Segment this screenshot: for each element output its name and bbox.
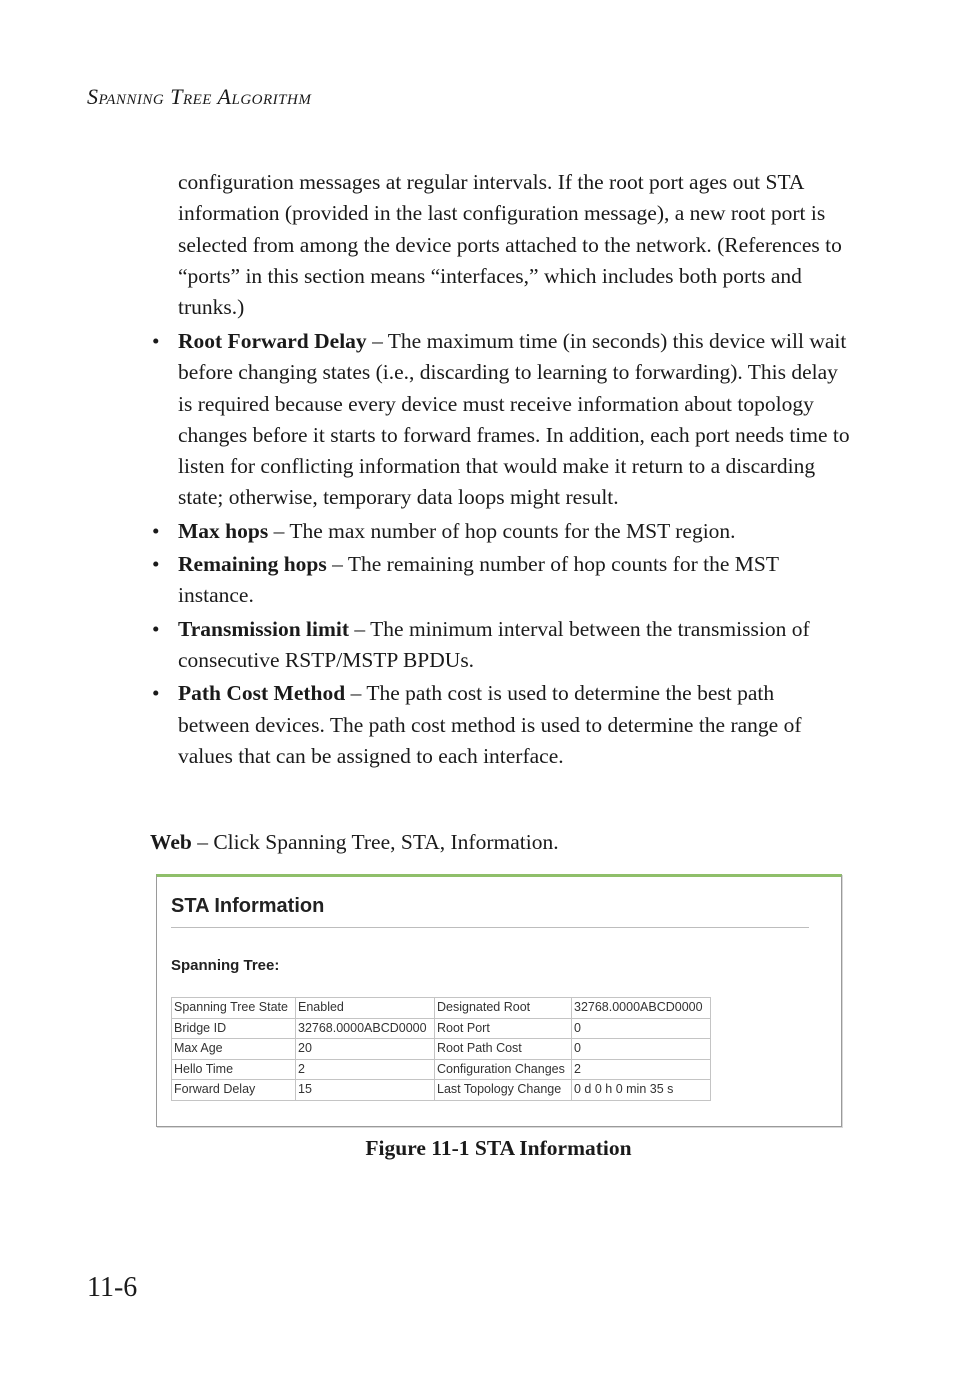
page-number: 11-6 [87, 1272, 138, 1303]
table-cell: 0 [572, 1039, 711, 1060]
bullet-text: – The maximum time (in seconds) this device will wait before changing states (i.e., discarding to learning to forwarding). This delay is required because every device must receive information about topology changes before it starts to forward frames. In addition, each port needs time to listen for conflicting information that would make it return to a discarding state; otherwise, temporary data loops might result. [178, 329, 850, 510]
intro-paragraph: configuration messages at regular intervals. If the root port ages out STA information (provided in the last configuration message), a new root port is selected from among the device ports attached to the network. (References to “ports” in this section means “interfaces,” which includes both ports and trunks.) [178, 170, 842, 320]
bullet-term: Transmission limit [178, 616, 350, 641]
table-cell: Hello Time [172, 1059, 296, 1080]
table-cell: 2 [572, 1059, 711, 1080]
table-cell: Configuration Changes [435, 1059, 572, 1080]
table-row [172, 1018, 711, 1039]
table-cell: 32768.0000ABCD0000 [296, 1018, 435, 1039]
bullet-dot: • [152, 552, 160, 577]
web-text: – Click Spanning Tree, STA, Information. [191, 830, 559, 854]
bullet-term: Max hops [178, 518, 269, 543]
table-cell: 2 [296, 1059, 435, 1080]
table-row [172, 1080, 711, 1101]
table-cell: 15 [296, 1080, 435, 1101]
table-cell: Enabled [296, 998, 435, 1019]
title-divider [171, 927, 809, 928]
bullet-term: Remaining hops [178, 552, 327, 577]
bullet-dot: • [152, 329, 160, 353]
web-instruction [150, 827, 559, 858]
screenshot-subtitle: Spanning Tree: [171, 957, 280, 974]
bullet-dot: • [152, 518, 160, 543]
table-cell: Last Topology Change [435, 1080, 572, 1101]
table-row [172, 998, 711, 1019]
sta-table [171, 997, 711, 1101]
figure-caption: Figure 11-1 STA Information [365, 1136, 632, 1160]
bullet-item [150, 549, 850, 612]
table-cell: Max Age [172, 1039, 296, 1060]
table-cell: Spanning Tree State [172, 998, 296, 1019]
table-cell: Bridge ID [172, 1018, 296, 1039]
table-cell: Forward Delay [172, 1080, 296, 1101]
bullet-text: – The minimum interval between the transmission of consecutive RSTP/MSTP BPDUs. [178, 616, 810, 672]
bullet-list [150, 326, 850, 774]
bullet-text: – The path cost is used to determine the best path between devices. The path cost method is used to determine the range of values that can be assigned to each interface. [178, 681, 802, 768]
bullet-text: – The max number of hop counts for the MST region. [268, 518, 736, 543]
bullet-term: Root Forward Delay [178, 329, 367, 353]
table-row [172, 1039, 711, 1060]
table-row [172, 1059, 711, 1080]
table-cell: Designated Root [435, 998, 572, 1019]
bullet-item [150, 516, 850, 547]
table-cell: Root Port [435, 1018, 572, 1039]
web-term: Web [150, 830, 192, 854]
table-cell: 0 [572, 1018, 711, 1039]
table-cell: 0 d 0 h 0 min 35 s [572, 1080, 711, 1101]
screenshot-title: STA Information [171, 895, 325, 917]
table-cell: 20 [296, 1039, 435, 1060]
bullet-dot: • [152, 681, 160, 706]
bullet-term: Path Cost Method [178, 681, 346, 706]
bullet-text: – The remaining number of hop counts for the MST instance. [178, 552, 779, 608]
running-header: Spanning Tree Algorithm [87, 84, 312, 109]
bullet-item [150, 326, 850, 514]
table-cell: 32768.0000ABCD0000 [572, 998, 711, 1019]
bullet-dot: • [152, 616, 160, 641]
sta-information-screenshot [156, 874, 842, 1127]
table-cell: Root Path Cost [435, 1039, 572, 1060]
bullet-item [150, 614, 850, 677]
bullet-item [150, 678, 850, 772]
